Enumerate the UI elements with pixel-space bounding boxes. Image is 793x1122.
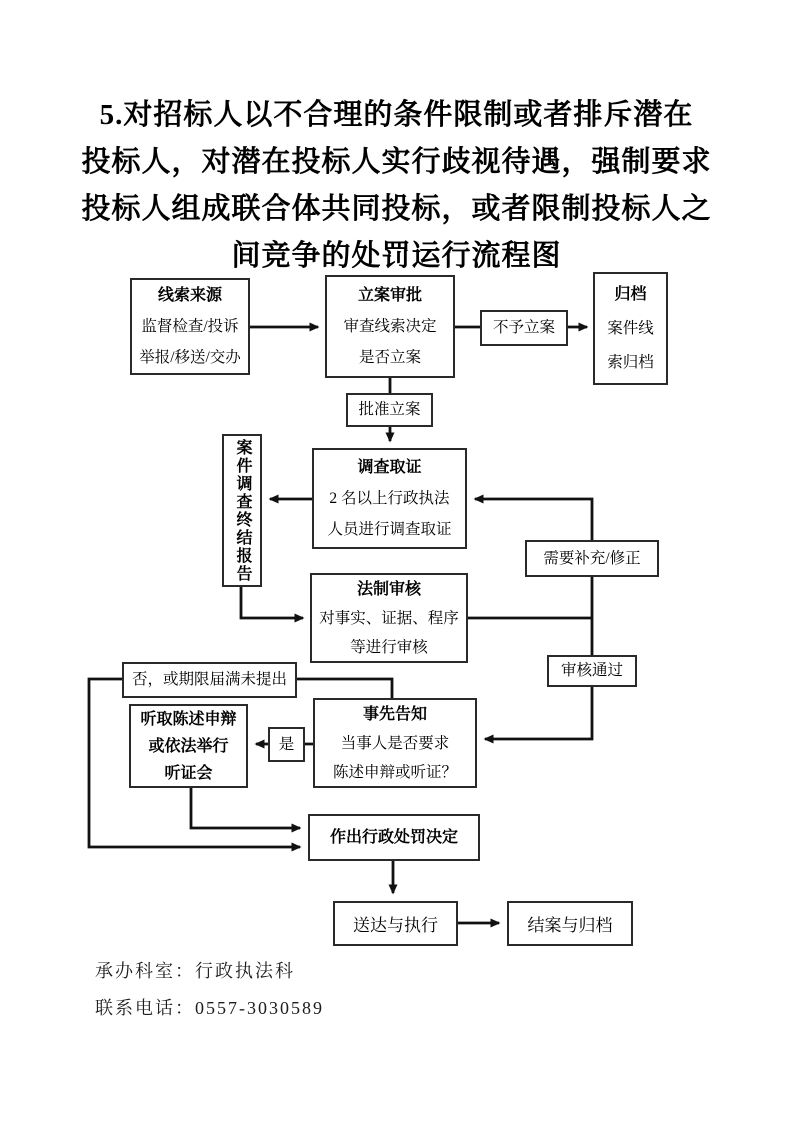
- label-no-case: [480, 310, 568, 346]
- label-yes-branch: [268, 727, 305, 762]
- node-closing: [507, 901, 633, 946]
- label-review-passed-text: 审核通过: [560, 662, 623, 679]
- node-prior-notice: [313, 698, 477, 788]
- node-decision: [308, 814, 480, 861]
- label-approve-case-text: 批准立案: [358, 401, 421, 418]
- title-line-3: 投标人组成联合体共同投标，或者限制投标人之: [81, 193, 712, 225]
- label-yes-branch-text: 是: [278, 735, 295, 753]
- node-legal-review-title: 法制审核: [356, 580, 421, 598]
- label-approve-case: [346, 393, 433, 427]
- node-case-approval-title: 立案审批: [357, 287, 422, 304]
- title-line-4: 间竞争的处罚运行流程图: [231, 240, 562, 272]
- node-archive-title: 归档: [614, 285, 647, 303]
- node-decision-text: 作出行政处罚决定: [329, 829, 458, 846]
- label-review-passed: [547, 655, 637, 687]
- footer-phone: 联系电话：0557-3030589: [95, 998, 324, 1018]
- node-clue-source-title: 线索来源: [157, 287, 222, 304]
- footer-department: 承办科室：行政执法科: [95, 961, 295, 981]
- label-no-branch-text: 否，或期限届满未提出: [131, 671, 287, 688]
- node-clue-source-line2: 举报/移送/交办: [139, 349, 241, 366]
- node-legal-review: [310, 573, 468, 663]
- node-closing-text: 结案与归档: [527, 916, 613, 935]
- node-legal-review-line2: 等进行审核: [350, 638, 428, 656]
- node-case-approval-line2: 是否立案: [358, 349, 421, 366]
- node-archive: [593, 272, 668, 385]
- node-archive-line2: 索归档: [607, 353, 654, 371]
- node-delivery: [333, 901, 458, 946]
- node-report: [222, 434, 262, 587]
- node-investigation-title: 调查取证: [357, 459, 422, 476]
- node-hearing-line3: 听证会: [164, 764, 213, 782]
- node-prior-notice-title: 事先告知: [362, 705, 427, 723]
- node-case-approval-line1: 审查线索决定: [343, 318, 437, 335]
- node-hearing-line1: 听取陈述申辩: [140, 710, 237, 728]
- node-clue-source: [130, 278, 250, 375]
- label-need-supplement-text: 需要补充/修正: [543, 549, 641, 567]
- node-clue-source-line1: 监督检查/投诉: [141, 318, 239, 335]
- node-investigation-line2: 人员进行调查取证: [327, 521, 452, 538]
- label-need-supplement: [525, 540, 659, 577]
- node-investigation-line1: 2 名以上行政执法: [329, 490, 450, 507]
- node-report-text: 案件调查终结报告: [234, 438, 251, 583]
- node-hearing-line2: 或依法举行: [148, 737, 229, 755]
- label-no-case-text: 不予立案: [492, 319, 555, 336]
- node-archive-line1: 案件线: [607, 319, 654, 337]
- label-no-branch: [122, 662, 297, 698]
- title-line-1: 5.对招标人以不合理的条件限制或者排斥潜在: [99, 99, 694, 131]
- title-line-2: 投标人，对潜在投标人实行歧视待遇，强制要求: [81, 146, 712, 178]
- node-prior-notice-line2: 陈述申辩或听证？: [332, 763, 457, 781]
- node-hearing: [129, 704, 248, 788]
- node-investigation: [312, 448, 467, 549]
- node-delivery-text: 送达与执行: [353, 916, 438, 935]
- node-legal-review-line1: 对事实、证据、程序: [319, 609, 459, 627]
- node-prior-notice-line1: 当事人是否要求: [340, 734, 450, 752]
- node-case-approval: [325, 275, 455, 378]
